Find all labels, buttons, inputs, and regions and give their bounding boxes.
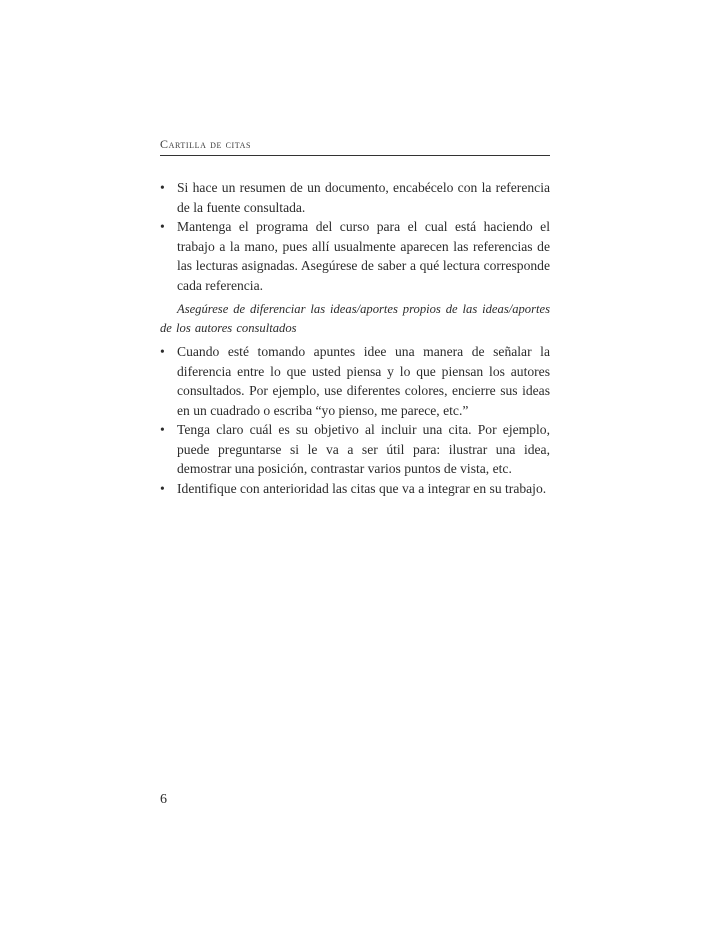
list-item-text: Mantenga el programa del curso para el cual está haciendo el trabajo a la mano, pues allí usualmente aparecen las referencias de las lecturas asignadas. Asegúrese de saber a qué lectura corresponde cada referencia. [177, 219, 550, 293]
page-number: 6 [160, 792, 167, 807]
list-item-text: Cuando esté tomando apuntes idee una manera de señalar la diferencia entre lo que usted piensa y lo que piensan los autores consultados. Por ejemplo, use diferentes colores, encierre sus ideas en un cuadrado o escriba “yo pienso, me parece, etc.” [177, 344, 550, 418]
list-item-text: Tenga claro cuál es su objetivo al incluir una cita. Por ejemplo, puede preguntarse si le va a ser útil para: ilustrar una idea, demostrar una posición, contrastar varios puntos de vista, etc. [177, 422, 550, 476]
list-item [160, 420, 550, 479]
page-body [160, 178, 550, 498]
bullet-list-bottom [160, 342, 550, 498]
italic-note: Asegúrese de diferenciar las ideas/aportes propios de las ideas/aportes de los autores consultados [160, 302, 550, 335]
list-item [160, 342, 550, 420]
document-page [160, 0, 550, 943]
bullet-icon: • [160, 180, 165, 195]
bullet-icon: • [160, 344, 165, 359]
list-item-text: Identifique con anterioridad las citas que va a integrar en su trabajo. [177, 480, 547, 496]
running-header-title: Cartilla de citas [160, 137, 252, 151]
bullet-icon: • [160, 422, 165, 437]
bullet-icon: • [160, 480, 165, 496]
running-header [160, 137, 550, 156]
list-item-text: Si hace un resumen de un documento, encabécelo con la referencia de la fuente consultada. [177, 180, 550, 215]
bullet-icon: • [160, 219, 165, 234]
list-item [160, 217, 550, 295]
list-item [160, 178, 550, 217]
list-item [160, 479, 550, 499]
bullet-list-top [160, 178, 550, 295]
